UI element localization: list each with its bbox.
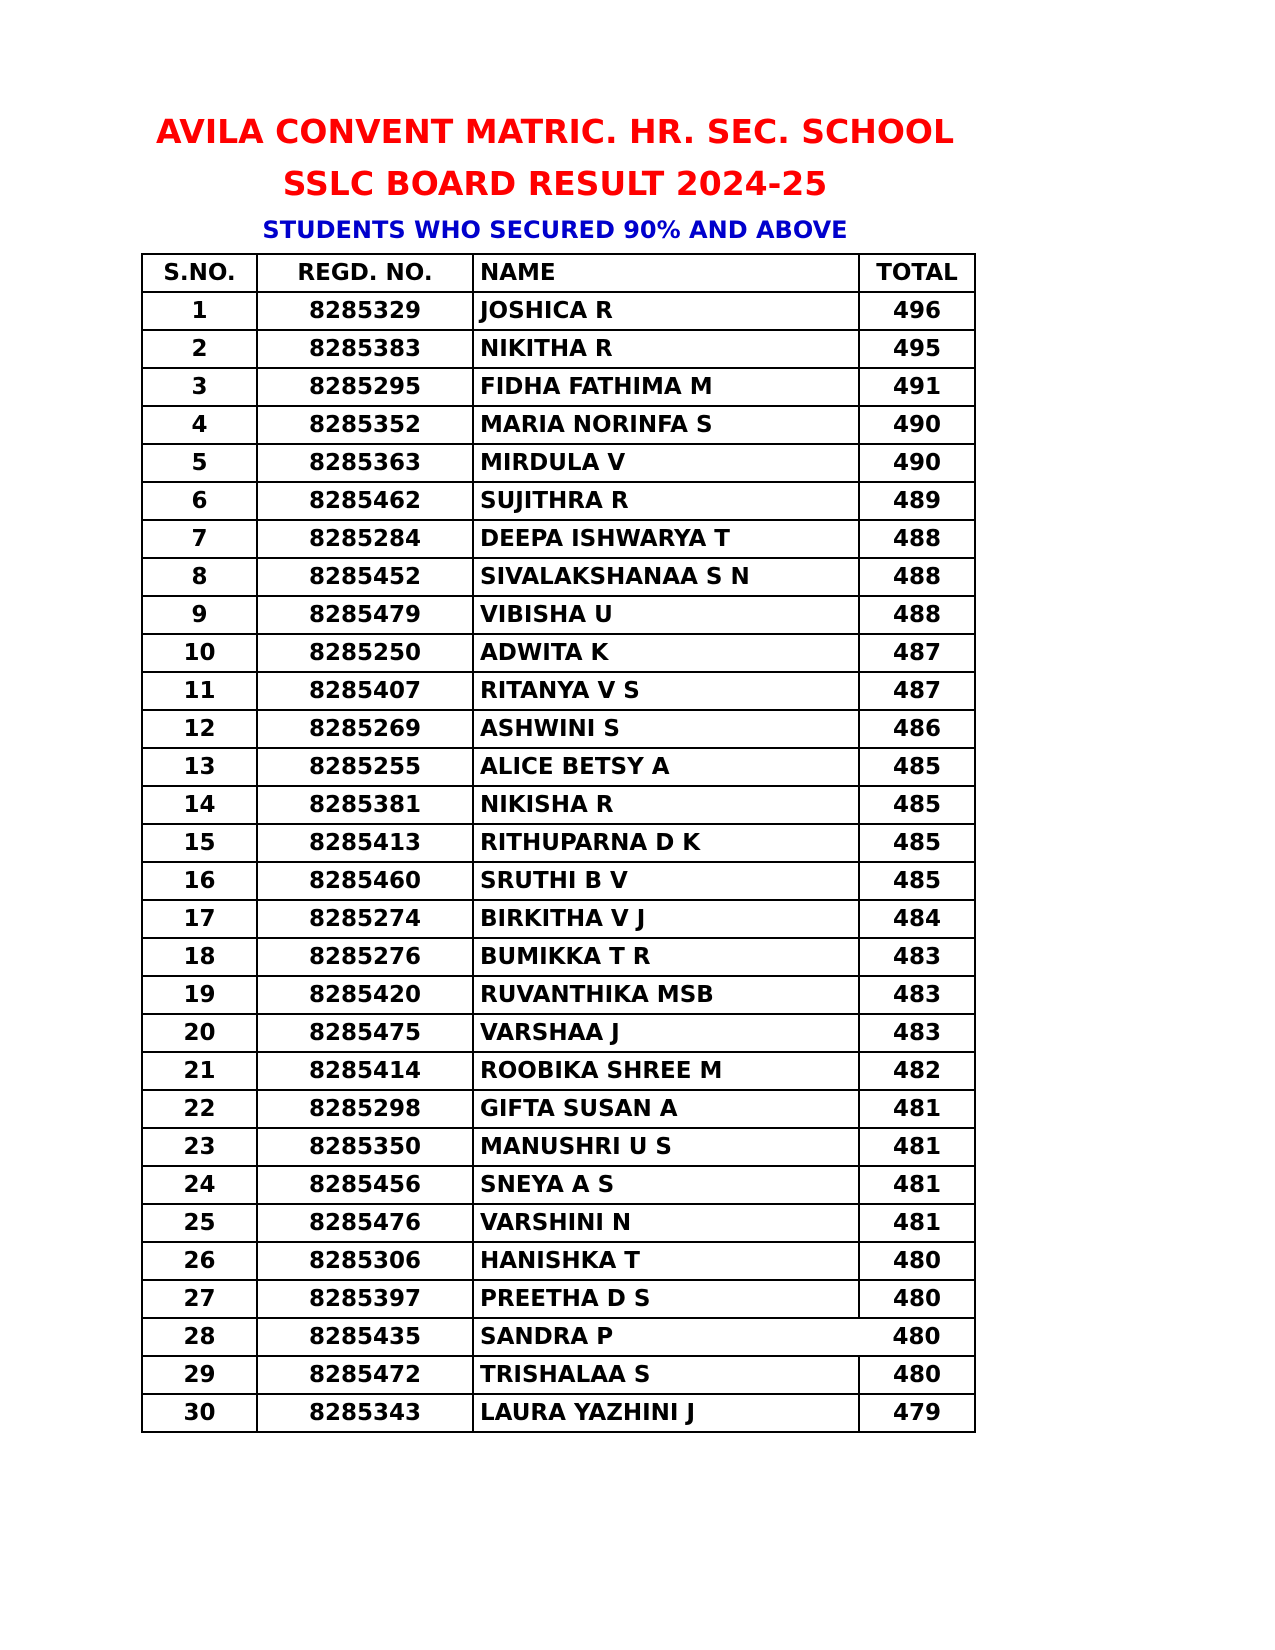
table-row	[142, 1014, 975, 1052]
cell-name: ROOBIKA SHREE M	[473, 1052, 859, 1090]
cell-sno: 25	[142, 1204, 257, 1242]
cell-regd: 8285255	[257, 748, 473, 786]
cell-name: DEEPA ISHWARYA T	[473, 520, 859, 558]
cell-total: 483	[859, 976, 975, 1014]
cell-name: FIDHA FATHIMA M	[473, 368, 859, 406]
cell-total: 489	[859, 482, 975, 520]
cell-name: SUJITHRA R	[473, 482, 859, 520]
cell-total: 480	[859, 1280, 975, 1318]
col-header-sno: S.NO.	[142, 254, 257, 292]
cell-total: 481	[859, 1128, 975, 1166]
cell-total: 481	[859, 1166, 975, 1204]
cell-total: 496	[859, 292, 975, 330]
cell-total: 485	[859, 748, 975, 786]
cell-name: MANUSHRI U S	[473, 1128, 859, 1166]
cell-regd: 8285276	[257, 938, 473, 976]
cell-name: NIKITHA R	[473, 330, 859, 368]
cell-total: 480	[859, 1318, 975, 1356]
cell-total: 487	[859, 672, 975, 710]
cell-total: 485	[859, 824, 975, 862]
cell-name: SNEYA A S	[473, 1166, 859, 1204]
cell-total: 481	[859, 1090, 975, 1128]
cell-name: HANISHKA T	[473, 1242, 859, 1280]
cell-total: 480	[859, 1242, 975, 1280]
table-row	[142, 520, 975, 558]
table-row	[142, 1204, 975, 1242]
col-header-total: TOTAL	[859, 254, 975, 292]
cell-name: SRUTHI B V	[473, 862, 859, 900]
cell-name: MARIA NORINFA S	[473, 406, 859, 444]
table-row	[142, 368, 975, 406]
cell-name: JOSHICA R	[473, 292, 859, 330]
cell-total: 488	[859, 520, 975, 558]
cell-sno: 7	[142, 520, 257, 558]
cell-regd: 8285407	[257, 672, 473, 710]
table-row	[142, 1280, 975, 1318]
cell-total: 486	[859, 710, 975, 748]
cell-name: TRISHALAA S	[473, 1356, 859, 1394]
header-row	[142, 254, 975, 292]
cell-regd: 8285456	[257, 1166, 473, 1204]
cell-sno: 26	[142, 1242, 257, 1280]
cell-sno: 30	[142, 1394, 257, 1432]
cell-sno: 13	[142, 748, 257, 786]
cell-sno: 20	[142, 1014, 257, 1052]
table-row	[142, 558, 975, 596]
cell-name: VARSHAA J	[473, 1014, 859, 1052]
table-row	[142, 786, 975, 824]
cell-regd: 8285350	[257, 1128, 473, 1166]
cell-regd: 8285435	[257, 1318, 473, 1356]
table-row	[142, 900, 975, 938]
table-row	[142, 672, 975, 710]
cell-regd: 8285414	[257, 1052, 473, 1090]
table-row	[142, 292, 975, 330]
cell-regd: 8285479	[257, 596, 473, 634]
cell-sno: 16	[142, 862, 257, 900]
cell-regd: 8285329	[257, 292, 473, 330]
cell-sno: 8	[142, 558, 257, 596]
cell-sno: 5	[142, 444, 257, 482]
cell-total: 495	[859, 330, 975, 368]
cell-regd: 8285452	[257, 558, 473, 596]
cell-regd: 8285413	[257, 824, 473, 862]
cell-regd: 8285397	[257, 1280, 473, 1318]
table-row	[142, 1090, 975, 1128]
cell-regd: 8285363	[257, 444, 473, 482]
cell-sno: 10	[142, 634, 257, 672]
cell-regd: 8285383	[257, 330, 473, 368]
cell-sno: 17	[142, 900, 257, 938]
cell-sno: 15	[142, 824, 257, 862]
cell-name: VARSHINI N	[473, 1204, 859, 1242]
cell-name: RITHUPARNA D K	[473, 824, 859, 862]
cell-sno: 3	[142, 368, 257, 406]
cell-total: 487	[859, 634, 975, 672]
cell-sno: 2	[142, 330, 257, 368]
table-row	[142, 1318, 975, 1356]
result-title: SSLC BOARD RESULT 2024-25	[282, 164, 828, 203]
cell-regd: 8285250	[257, 634, 473, 672]
cell-sno: 27	[142, 1280, 257, 1318]
table-row	[142, 1052, 975, 1090]
table-body	[142, 292, 975, 1432]
table-row	[142, 710, 975, 748]
cell-regd: 8285298	[257, 1090, 473, 1128]
cell-sno: 21	[142, 1052, 257, 1090]
cell-regd: 8285472	[257, 1356, 473, 1394]
results-table	[141, 253, 976, 1433]
subtitle: STUDENTS WHO SECURED 90% AND ABOVE	[262, 216, 848, 244]
cell-name: SIVALAKSHANAA S N	[473, 558, 859, 596]
cell-sno: 4	[142, 406, 257, 444]
cell-total: 485	[859, 786, 975, 824]
cell-sno: 11	[142, 672, 257, 710]
cell-sno: 18	[142, 938, 257, 976]
cell-sno: 1	[142, 292, 257, 330]
table-row	[142, 976, 975, 1014]
cell-name: ASHWINI S	[473, 710, 859, 748]
cell-regd: 8285343	[257, 1394, 473, 1432]
cell-total: 483	[859, 938, 975, 976]
table-row	[142, 1356, 975, 1394]
cell-total: 491	[859, 368, 975, 406]
table-row	[142, 482, 975, 520]
cell-total: 479	[859, 1394, 975, 1432]
table-row	[142, 824, 975, 862]
cell-sno: 9	[142, 596, 257, 634]
cell-total: 488	[859, 596, 975, 634]
cell-total: 483	[859, 1014, 975, 1052]
table-row	[142, 406, 975, 444]
cell-name: ALICE BETSY A	[473, 748, 859, 786]
cell-name: BUMIKKA T R	[473, 938, 859, 976]
table-row	[142, 444, 975, 482]
cell-sno: 28	[142, 1318, 257, 1356]
cell-total: 481	[859, 1204, 975, 1242]
cell-name: ADWITA K	[473, 634, 859, 672]
cell-name: MIRDULA V	[473, 444, 859, 482]
cell-sno: 14	[142, 786, 257, 824]
cell-total: 484	[859, 900, 975, 938]
cell-regd: 8285295	[257, 368, 473, 406]
cell-total: 482	[859, 1052, 975, 1090]
cell-total: 480	[859, 1356, 975, 1394]
table-row	[142, 330, 975, 368]
cell-name: NIKISHA R	[473, 786, 859, 824]
cell-total: 485	[859, 862, 975, 900]
table-row	[142, 1394, 975, 1432]
table-row	[142, 748, 975, 786]
cell-sno: 23	[142, 1128, 257, 1166]
cell-regd: 8285269	[257, 710, 473, 748]
cell-regd: 8285475	[257, 1014, 473, 1052]
cell-regd: 8285352	[257, 406, 473, 444]
cell-name: RUVANTHIKA MSB	[473, 976, 859, 1014]
cell-sno: 6	[142, 482, 257, 520]
table-row	[142, 862, 975, 900]
table-row	[142, 938, 975, 976]
cell-name: BIRKITHA V J	[473, 900, 859, 938]
cell-regd: 8285274	[257, 900, 473, 938]
cell-sno: 24	[142, 1166, 257, 1204]
cell-name: VIBISHA U	[473, 596, 859, 634]
cell-regd: 8285476	[257, 1204, 473, 1242]
cell-regd: 8285462	[257, 482, 473, 520]
cell-sno: 12	[142, 710, 257, 748]
cell-name: RITANYA V S	[473, 672, 859, 710]
table-row	[142, 1128, 975, 1166]
school-name: AVILA CONVENT MATRIC. HR. SEC. SCHOOL	[156, 112, 954, 151]
cell-total: 490	[859, 444, 975, 482]
cell-regd: 8285420	[257, 976, 473, 1014]
cell-name: LAURA YAZHINI J	[473, 1394, 859, 1432]
cell-regd: 8285381	[257, 786, 473, 824]
cell-name: PREETHA D S	[473, 1280, 859, 1318]
cell-regd: 8285306	[257, 1242, 473, 1280]
cell-total: 488	[859, 558, 975, 596]
table-row	[142, 596, 975, 634]
cell-name: SANDRA P	[473, 1318, 859, 1356]
table-row	[142, 1166, 975, 1204]
cell-sno: 22	[142, 1090, 257, 1128]
table-row	[142, 1242, 975, 1280]
cell-name: GIFTA SUSAN A	[473, 1090, 859, 1128]
cell-sno: 29	[142, 1356, 257, 1394]
col-header-name: NAME	[473, 254, 859, 292]
cell-regd: 8285460	[257, 862, 473, 900]
cell-total: 490	[859, 406, 975, 444]
cell-regd: 8285284	[257, 520, 473, 558]
table-row	[142, 634, 975, 672]
cell-sno: 19	[142, 976, 257, 1014]
col-header-regd: REGD. NO.	[257, 254, 473, 292]
